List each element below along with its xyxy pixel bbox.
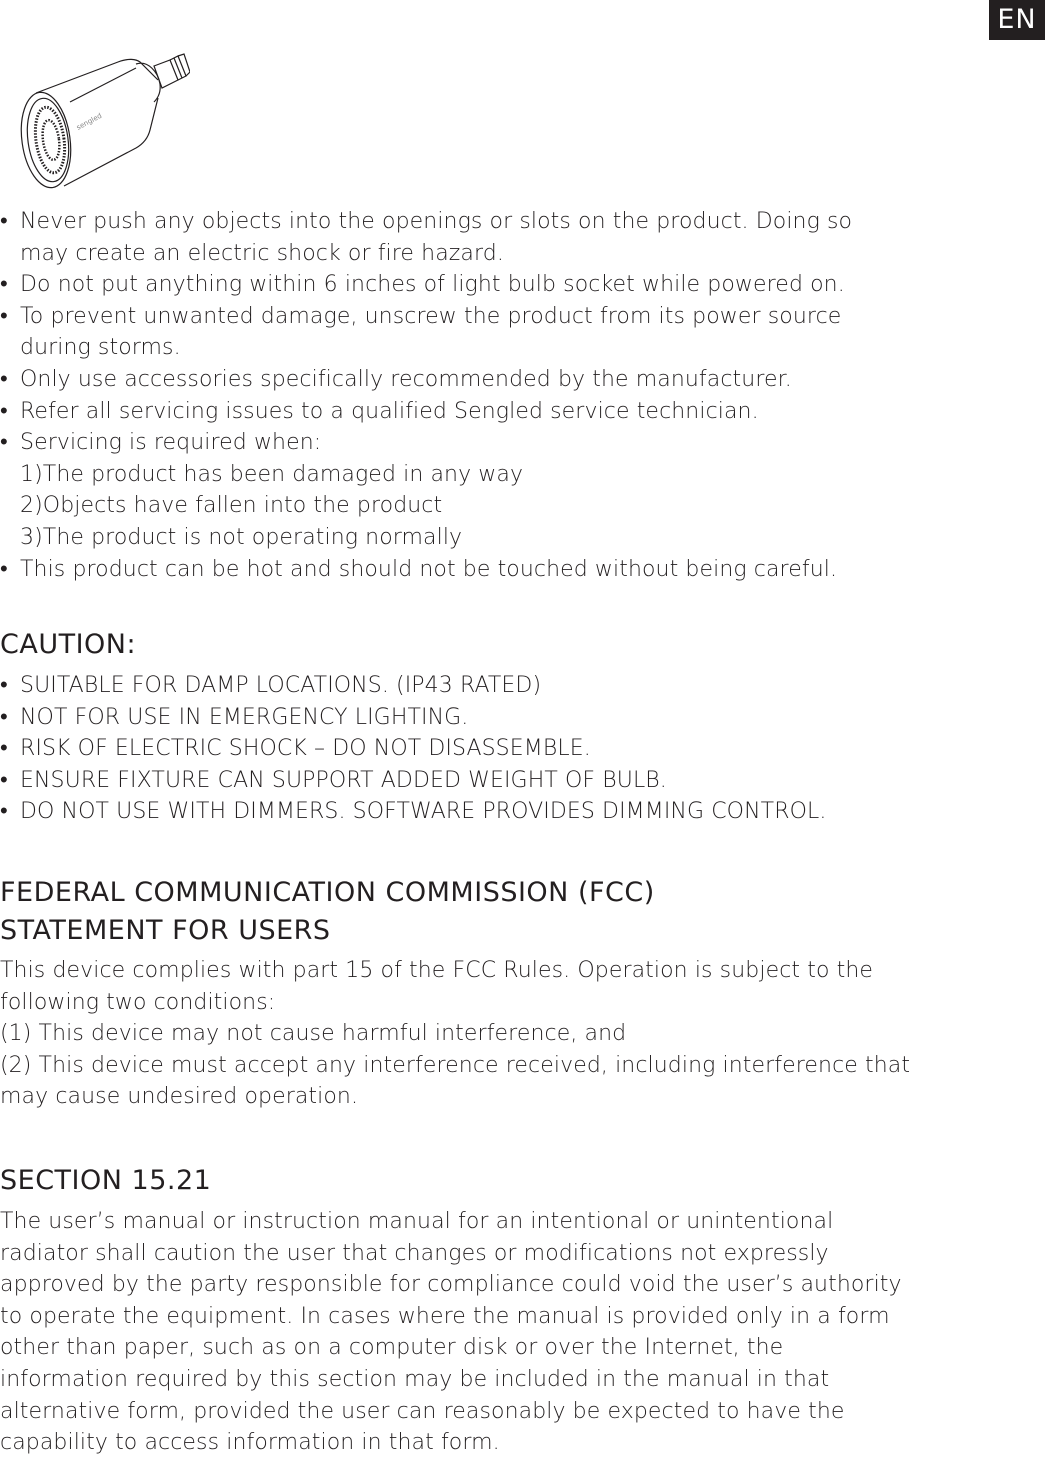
safety-text: Only use accessories specifically recommended by the manufacturer.	[20, 366, 792, 392]
caution-heading: CAUTION:	[0, 629, 137, 660]
safety-text: during storms.	[20, 335, 181, 361]
bullet-icon: •	[0, 767, 8, 793]
fcc-line: following two conditions:	[0, 989, 276, 1015]
safety-text: Never push any objects into the openings or slots on the product. Doing so	[20, 209, 853, 234]
section-line: approved by the party responsible for compliance could void the user’s authority	[0, 1272, 902, 1298]
bullet-icon: •	[0, 556, 8, 582]
safety-text: may create an electric shock or fire hazard.	[20, 240, 504, 266]
safety-text: Servicing is required when:	[20, 430, 322, 456]
caution-item: • ENSURE FIXTURE CAN SUPPORT ADDED WEIGHT OF BULB.	[0, 765, 1045, 797]
safety-text: Do not put anything within 6 inches of light bulb socket while powered on.	[20, 272, 845, 298]
fcc-line: (2) This device must accept any interference received, including interference that	[0, 1052, 911, 1078]
safety-text: Refer all servicing issues to a qualified Sengled service technician.	[20, 398, 759, 424]
bullet-icon: •	[0, 704, 8, 730]
safety-item	[0, 301, 1045, 364]
bullet-icon: •	[0, 799, 8, 825]
bullet-icon: •	[0, 303, 8, 329]
safety-item	[0, 554, 1045, 586]
fcc-line: may cause undesired operation.	[0, 1084, 359, 1110]
speaker-bulb-illustration	[18, 50, 190, 190]
caution-item: • DO NOT USE WITH DIMMERS. SOFTWARE PROVIDES DIMMING CONTROL.	[0, 796, 1045, 828]
safety-item	[0, 269, 1045, 301]
fcc-body	[0, 955, 1045, 1113]
fcc-line: This device complies with part 15 of the FCC Rules. Operation is subject to the	[0, 958, 873, 983]
caution-item: • RISK OF ELECTRIC SHOCK – DO NOT DISASSEMBLE.	[0, 733, 1045, 765]
caution-item: • NOT FOR USE IN EMERGENCY LIGHTING.	[0, 702, 1045, 734]
caution-list	[0, 670, 1045, 828]
section-15-21-body	[0, 1206, 1045, 1459]
bullet-icon: •	[0, 209, 8, 234]
bullet-icon: •	[0, 272, 8, 298]
section-line: radiator shall caution the user that changes or modifications not expressly	[0, 1240, 829, 1266]
section-line: other than paper, such as on a computer disk or over the Internet, the	[0, 1335, 784, 1361]
caution-item: • SUITABLE FOR DAMP LOCATIONS. (IP43 RATED)	[0, 670, 1045, 702]
brand-text: sengled	[75, 111, 104, 132]
section-line: alternative form, provided the user can reasonably be expected to have the	[0, 1398, 845, 1424]
fcc-line: (1) This device may not cause harmful interference, and	[0, 1021, 627, 1047]
safety-subitem: 3)The product is not operating normally	[20, 524, 463, 550]
safety-item	[0, 396, 1045, 428]
safety-item	[0, 364, 1045, 396]
section-15-21-heading: SECTION 15.21	[0, 1165, 212, 1196]
bullet-icon: •	[0, 398, 8, 424]
safety-item	[0, 206, 1045, 269]
safety-text: This product can be hot and should not be touched without being careful.	[20, 556, 838, 582]
bullet-icon: •	[0, 366, 8, 392]
language-badge: EN	[989, 0, 1045, 40]
safety-item	[0, 427, 1045, 553]
section-line: to operate the equipment. In cases where the manual is provided only in a form	[0, 1303, 890, 1329]
safety-subitem: 1)The product has been damaged in any way	[20, 461, 524, 487]
section-line: information required by this section may be included in the manual in that	[0, 1366, 830, 1392]
section-line: capability to access information in that form.	[0, 1430, 500, 1456]
bullet-icon: •	[0, 736, 8, 762]
safety-list	[0, 206, 1045, 585]
bullet-icon: •	[0, 430, 8, 456]
safety-text: To prevent unwanted damage, unscrew the product from its power source	[20, 303, 842, 329]
bullet-icon: •	[0, 673, 8, 698]
fcc-heading: FEDERAL COMMUNICATION COMMISSION (FCC) STATEMENT FOR USERS	[0, 877, 655, 946]
safety-subitem: 2)Objects have fallen into the product	[20, 493, 443, 519]
section-line: The user’s manual or instruction manual for an intentional or unintentional	[0, 1209, 834, 1234]
